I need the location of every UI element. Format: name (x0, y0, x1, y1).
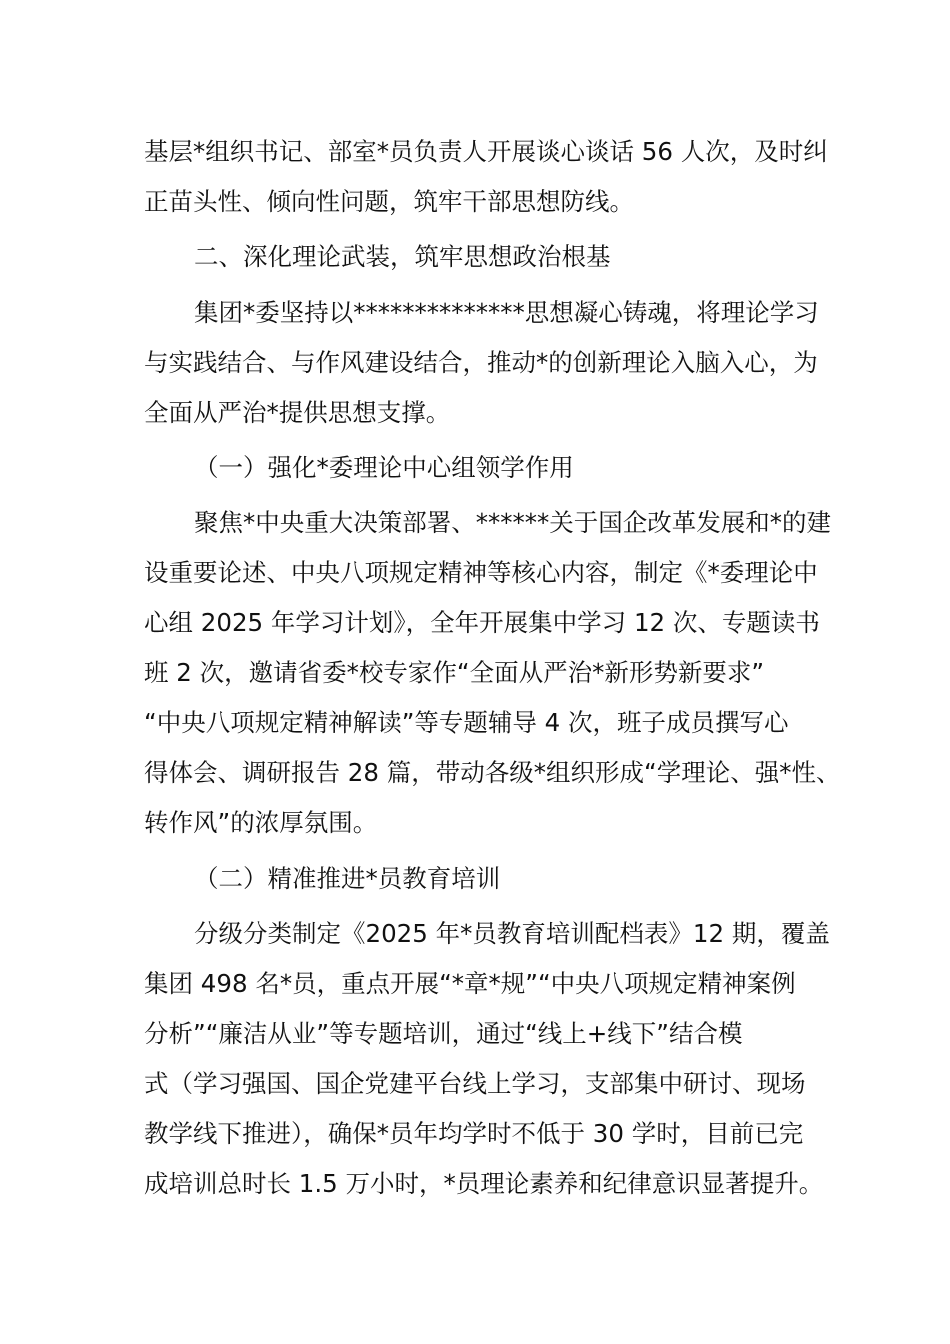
paragraph-text-line: 全面从严治*提供思想支撑。 (144, 398, 451, 427)
paragraph-text-line: 集团*委坚持以**************思想凝心铸魂，将理论学习 (194, 298, 819, 327)
paragraph-text-line: 分析”“廉洁从业”等专题培训，通过“线上+线下”结合模 (144, 1019, 743, 1048)
paragraph-text-line: 式（学习强国、国企党建平台线上学习，支部集中研讨、现场 (144, 1069, 806, 1098)
paragraph-text-line: 班 2 次，邀请省委*校专家作“全面从严治*新形势新要求” (144, 658, 765, 687)
paragraph-text-line: 聚焦*中央重大决策部署、******关于国企改革发展和*的建 (194, 508, 831, 537)
paragraph-text-line: 设重要论述、中央八项规定精神等核心内容，制定《*委理论中 (144, 558, 818, 587)
paragraph-text-line: 集团 498 名*员，重点开展“*章*规”“中央八项规定精神案例 (144, 969, 796, 998)
paragraph-text-line: 得体会、调研报告 28 篇，带动各级*组织形成“学理论、强*性、 (144, 758, 841, 787)
paragraph-text-line: 与实践结合、与作风建设结合，推动*的创新理论入脑入心，为 (144, 348, 818, 377)
section-heading: 二、深化理论武装，筑牢思想政治根基 (194, 242, 611, 271)
paragraph-text-line: 基层*组织书记、部室*员负责人开展谈心谈话 56 人次，及时纠 (144, 137, 828, 166)
paragraph-text-line: 心组 2025 年学习计划》，全年开展集中学习 12 次、专题读书 (144, 608, 820, 637)
paragraph-text-line: “中央八项规定精神解读”等专题辅导 4 次，班子成员撰写心 (144, 708, 789, 737)
paragraph-text-line: 转作风”的浓厚氛围。 (144, 808, 378, 837)
subsection-heading: （一）强化*委理论中心组领学作用 (194, 453, 574, 482)
paragraph-text-line: 教学线下推进），确保*员年均学时不低于 30 学时，目前已完 (144, 1119, 804, 1148)
paragraph-text-line: 成培训总时长 1.5 万小时，*员理论素养和纪律意识显著提升。 (144, 1169, 824, 1198)
subsection-heading: （二）精准推进*员教育培训 (194, 864, 501, 893)
paragraph-text-line: 正苗头性、倾向性问题，筑牢干部思想防线。 (144, 187, 634, 216)
paragraph-text-line: 分级分类制定《2025 年*员教育培训配档表》12 期，覆盖 (194, 919, 830, 948)
